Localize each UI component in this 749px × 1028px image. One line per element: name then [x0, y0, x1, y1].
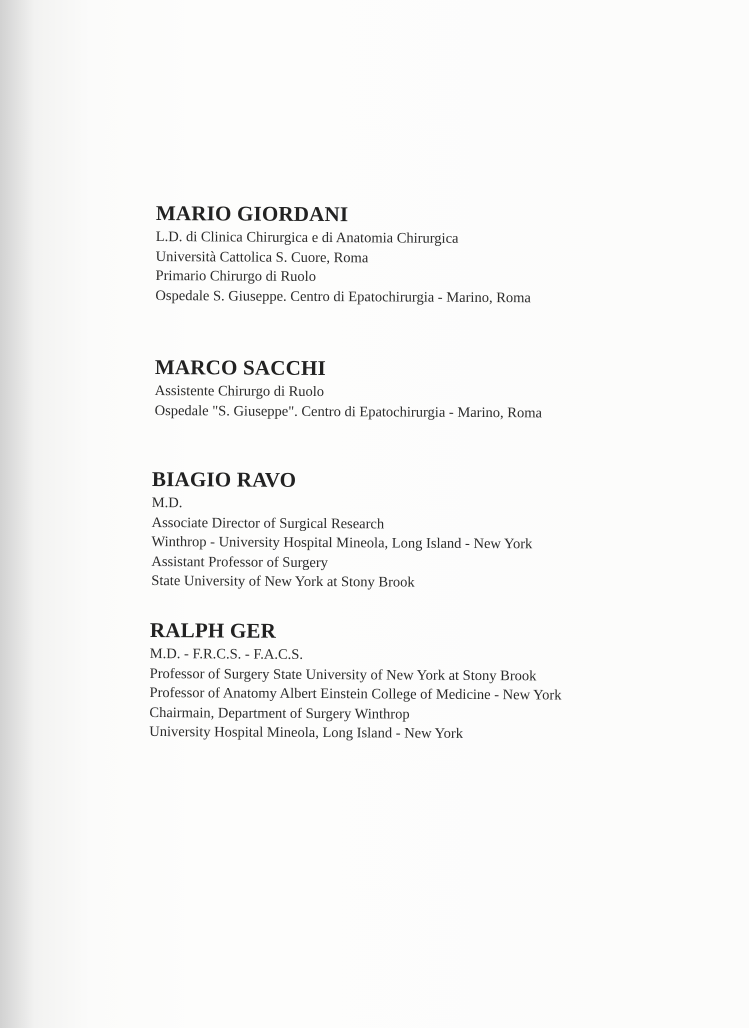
author-credential-line: Università Cattolica S. Cuore, Roma: [155, 248, 369, 266]
author-name: BIAGIO RAVO: [151, 467, 297, 492]
author-credential-line: Primario Chirurgo di Ruolo: [155, 267, 317, 285]
author-name: MARCO SACCHI: [154, 355, 326, 381]
author-credential-line: L.D. di Clinica Chirurgica e di Anatomia Chirurgica: [155, 228, 459, 247]
author-credential-line: M.D.: [151, 494, 183, 512]
author-credential-line: State University of New York at Stony Brook: [151, 572, 415, 591]
author-credential-line: Chairmain, Department of Surgery Winthrop: [149, 704, 410, 723]
author-credential-line: Professor of Surgery State University of New York at Stony Brook: [149, 665, 537, 684]
page-gutter-shadow: [0, 0, 34, 1028]
author-credential-line: Ospedale S. Giuseppe. Centro di Epatochirurgia - Marino, Roma: [155, 287, 531, 306]
author-entry-sacchi: [155, 355, 543, 423]
author-name: MARIO GIORDANI: [155, 201, 349, 227]
author-credential-line: Assistant Professor of Surgery: [151, 553, 329, 571]
author-credential-line: Associate Director of Surgical Research: [151, 514, 385, 532]
author-entry-giordani: [155, 201, 531, 308]
author-entry-ravo: [151, 467, 533, 594]
author-credential-line: Assistente Chirurgo di Ruolo: [154, 382, 325, 401]
author-credential-line: Ospedale "S. Giuseppe". Centro di Epatochirurgia - Marino, Roma: [154, 402, 542, 421]
author-credential-line: Winthrop - University Hospital Mineola, Long Island - New York: [151, 533, 533, 553]
author-credential-line: University Hospital Mineola, Long Island - New York: [149, 723, 464, 742]
author-credential-line: Professor of Anatomy Albert Einstein College of Medicine - New York: [149, 684, 562, 704]
author-entry-ger: [149, 618, 562, 745]
author-name: RALPH GER: [149, 618, 277, 643]
author-credential-line: M.D. - F.R.C.S. - F.A.C.S.: [149, 645, 304, 663]
